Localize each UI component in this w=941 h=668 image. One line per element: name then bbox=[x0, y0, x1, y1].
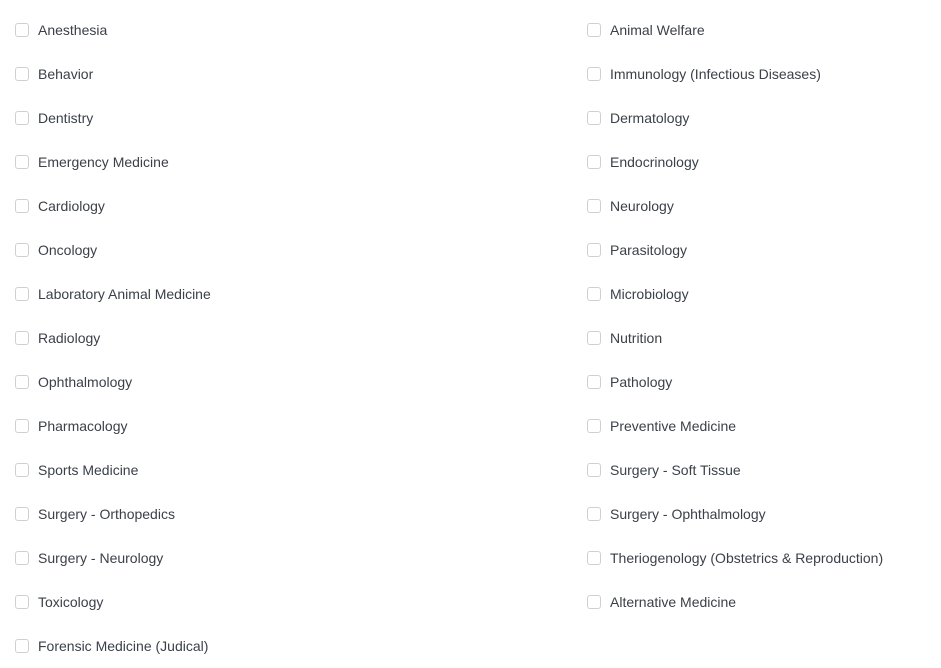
checkbox[interactable] bbox=[587, 375, 601, 389]
specialty-label: Immunology (Infectious Diseases) bbox=[610, 66, 821, 82]
specialty-label: Surgery - Ophthalmology bbox=[610, 506, 766, 522]
specialty-option[interactable] bbox=[587, 140, 883, 184]
checkbox[interactable] bbox=[587, 287, 601, 301]
checkbox[interactable] bbox=[587, 155, 601, 169]
specialty-label: Surgery - Soft Tissue bbox=[610, 462, 741, 478]
specialty-label: Cardiology bbox=[38, 198, 105, 214]
specialty-option[interactable] bbox=[587, 404, 883, 448]
checkbox[interactable] bbox=[587, 23, 601, 37]
specialty-option[interactable] bbox=[15, 184, 211, 228]
specialty-option[interactable] bbox=[587, 448, 883, 492]
checkbox[interactable] bbox=[587, 67, 601, 81]
checkbox[interactable] bbox=[15, 199, 29, 213]
specialty-list-left bbox=[15, 8, 211, 668]
checkbox[interactable] bbox=[587, 331, 601, 345]
specialty-label: Nutrition bbox=[610, 330, 663, 346]
checkbox[interactable] bbox=[15, 639, 29, 653]
checkbox[interactable] bbox=[15, 595, 29, 609]
checkbox[interactable] bbox=[15, 111, 29, 125]
checkbox[interactable] bbox=[587, 419, 601, 433]
checkbox[interactable] bbox=[15, 551, 29, 565]
specialty-label: Toxicology bbox=[38, 594, 104, 610]
specialty-option[interactable] bbox=[15, 96, 211, 140]
specialty-label: Sports Medicine bbox=[38, 462, 139, 478]
checkbox[interactable] bbox=[15, 287, 29, 301]
specialty-option[interactable] bbox=[15, 360, 211, 404]
specialty-option[interactable] bbox=[587, 536, 883, 580]
specialty-option[interactable] bbox=[587, 272, 883, 316]
specialty-label: Surgery - Neurology bbox=[38, 550, 164, 566]
specialty-option[interactable] bbox=[587, 184, 883, 228]
specialty-label: Emergency Medicine bbox=[38, 154, 169, 170]
specialty-label: Forensic Medicine (Judical) bbox=[38, 638, 209, 654]
specialty-option[interactable] bbox=[15, 52, 211, 96]
checkbox[interactable] bbox=[15, 507, 29, 521]
checkbox[interactable] bbox=[15, 375, 29, 389]
specialty-label: Oncology bbox=[38, 242, 98, 258]
checkbox[interactable] bbox=[15, 67, 29, 81]
specialty-label: Preventive Medicine bbox=[610, 418, 737, 434]
specialty-label: Surgery - Orthopedics bbox=[38, 506, 175, 522]
specialty-label: Alternative Medicine bbox=[610, 594, 737, 610]
specialty-label: Laboratory Animal Medicine bbox=[38, 286, 211, 302]
checkbox[interactable] bbox=[15, 23, 29, 37]
specialty-option[interactable] bbox=[15, 228, 211, 272]
checkbox[interactable] bbox=[15, 419, 29, 433]
specialty-label: Ophthalmology bbox=[38, 374, 133, 390]
checkbox[interactable] bbox=[587, 199, 601, 213]
specialty-label: Behavior bbox=[38, 66, 94, 82]
specialty-option[interactable] bbox=[587, 52, 883, 96]
specialty-option[interactable] bbox=[587, 580, 883, 624]
specialty-option[interactable] bbox=[587, 316, 883, 360]
checkbox[interactable] bbox=[15, 463, 29, 477]
specialty-label: Pharmacology bbox=[38, 418, 128, 434]
checkbox[interactable] bbox=[587, 507, 601, 521]
specialty-option[interactable] bbox=[587, 96, 883, 140]
specialty-option[interactable] bbox=[15, 8, 211, 52]
checkbox[interactable] bbox=[587, 463, 601, 477]
specialty-option[interactable] bbox=[587, 360, 883, 404]
checkbox[interactable] bbox=[15, 331, 29, 345]
specialty-option[interactable] bbox=[15, 140, 211, 184]
specialty-option[interactable] bbox=[587, 228, 883, 272]
specialty-option[interactable] bbox=[15, 536, 211, 580]
checkbox[interactable] bbox=[15, 155, 29, 169]
specialty-label: Pathology bbox=[610, 374, 673, 390]
specialty-option[interactable] bbox=[15, 316, 211, 360]
specialty-label: Endocrinology bbox=[610, 154, 699, 170]
checkbox[interactable] bbox=[587, 111, 601, 125]
specialty-list-right bbox=[587, 8, 883, 624]
specialty-option[interactable] bbox=[15, 448, 211, 492]
specialty-label: Dentistry bbox=[38, 110, 94, 126]
specialty-option[interactable] bbox=[587, 8, 883, 52]
specialty-option[interactable] bbox=[15, 624, 211, 668]
checkbox[interactable] bbox=[587, 595, 601, 609]
specialty-label: Neurology bbox=[610, 198, 674, 214]
specialty-label: Dermatology bbox=[610, 110, 690, 126]
checkbox[interactable] bbox=[587, 551, 601, 565]
specialty-label: Parasitology bbox=[610, 242, 688, 258]
specialty-option[interactable] bbox=[15, 272, 211, 316]
specialty-label: Radiology bbox=[38, 330, 101, 346]
specialty-option[interactable] bbox=[587, 492, 883, 536]
checkbox[interactable] bbox=[15, 243, 29, 257]
specialty-option[interactable] bbox=[15, 492, 211, 536]
specialty-label: Microbiology bbox=[610, 286, 689, 302]
specialty-label: Theriogenology (Obstetrics & Reproduction) bbox=[610, 550, 884, 566]
specialty-option[interactable] bbox=[15, 404, 211, 448]
specialty-option[interactable] bbox=[15, 580, 211, 624]
checkbox[interactable] bbox=[587, 243, 601, 257]
specialty-label: Animal Welfare bbox=[610, 22, 705, 38]
specialty-label: Anesthesia bbox=[38, 22, 108, 38]
